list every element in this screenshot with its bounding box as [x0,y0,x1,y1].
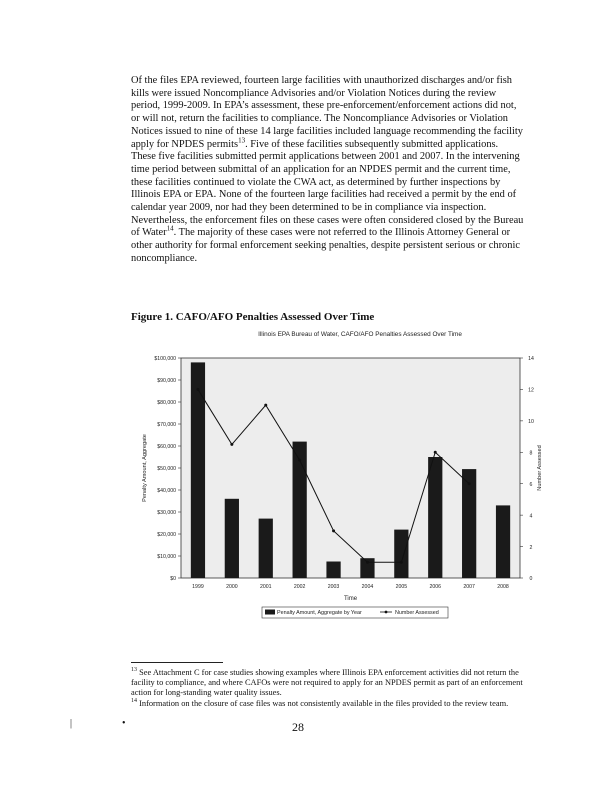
y-tick-label: $60,000 [157,444,176,451]
y2-tick-label: 4 [529,513,533,520]
paragraph-text-3: . The majority of these cases were not referred to the Illinois Attorney General or other authority for formal enforcement seeking penalties, despite persistent serious or chronic noncompliance. [131,227,520,264]
footnote-13-number: 13 [131,667,137,674]
line-point [434,451,437,454]
x-tick-label: 2007 [463,584,475,590]
y-tick-label: $10,000 [157,554,176,561]
bar-1999 [191,362,205,578]
margin-mark-left: | [70,718,73,729]
chart-title: Illinois EPA Bureau of Water, CAFO/AFO Penalties Assessed Over Time [258,331,462,338]
y-tick-label: $20,000 [157,532,176,539]
y-tick-label: $80,000 [157,400,176,407]
bar-2008 [496,505,510,578]
y-tick-label: $50,000 [157,466,176,473]
y-axis-title: Penalty Amount, Aggregate [142,434,148,502]
x-tick-label: 2002 [293,584,306,590]
bar-2001 [259,519,273,578]
y2-tick-label: 12 [528,387,534,394]
line-point [468,482,471,485]
y-tick-label: $30,000 [157,510,176,517]
bar-2002 [293,442,307,578]
margin-mark-bullet: • [122,718,126,729]
y2-tick-label: 2 [529,544,533,551]
x-tick-label: 2004 [361,584,374,590]
bar-2000 [225,499,239,578]
footnote-14-number: 14 [131,698,137,705]
y-tick-label: $0 [170,576,176,583]
y2-tick-label: 14 [528,356,534,363]
footnote-14-text: Information on the closure of case files was not consistently available in the files provided to the review team. [139,699,509,708]
footnote-13-text: See Attachment C for case studies showing examples where Illinois EPA enforcement activities did not return the facility to compliance, and where CAFOs were not required to apply for an NPDES permit as part of an enforcement action for long-standing water quality issues. [131,668,523,697]
x-tick-label: 2005 [395,584,408,590]
bar-2006 [428,457,442,578]
figure-label: Figure 1. CAFO/AFO Penalties Assessed Over Time [131,311,375,323]
x-tick-label: 2001 [259,584,272,590]
line-point [298,459,301,462]
line-point [196,388,199,391]
paragraph-text-1: Of the files EPA reviewed, fourteen large facilities with unauthorized discharges and/or fish kills were issued Noncompliance Advisories and/or Violation Notices during the review period, 1999-2009. In EPA’s assessment, these pre-enforcement/enforcement actions did not, or will not, return the facilities to compliance. The Noncompliance Advisories or Violation Notices issued to nine of these 14 large facilities included language recommending the facility apply for NPDES permits [131,75,523,150]
y2-tick-label: 10 [528,419,534,426]
legend-label-penalty: Penalty Amount, Aggregate by Year [277,610,362,617]
line-point [230,443,233,446]
line-point [332,529,335,532]
y2-tick-label: 6 [529,481,533,488]
footnote-ref-13: 13 [238,136,246,145]
page-number: 28 [292,720,304,734]
legend-swatch-bar [265,610,275,615]
y2-tick-label: 8 [529,450,533,457]
x-tick-label: 2006 [429,584,442,590]
y2-tick-label: 0 [529,576,533,583]
y-tick-label: $90,000 [157,378,176,385]
y-tick-label: $70,000 [157,422,176,429]
footnote-13 [131,668,526,698]
x-tick-label: 2003 [327,584,340,590]
line-point [366,561,369,564]
legend-label-number: Number Assessed [395,610,439,617]
bar-2007 [462,469,476,578]
footnote-rule [131,662,223,663]
x-tick-label: 2008 [497,584,509,590]
paragraph-text-2: . Five of these facilities subsequently submitted applications. These five facilities submitted permit applications between 2001 and 2007. In the intervening time period between submittal of an application for an NPDES permit and the current time, these facilities continued to violate the CWA act, as determined by further inspections by Illinois EPA or EPA. None of the fourteen large facilities had received a permit by the end of calendar year 2009, nor had they been determined to be in compliance via inspection. Nevertheless, the enforcement files on these cases were often considered closed by the Bureau of Water [131,138,524,239]
x-tick-label: 2000 [226,584,238,590]
bar-2005 [394,530,408,578]
line-point [400,561,403,564]
y-tick-label: $100,000 [154,356,176,363]
y-tick-label: $40,000 [157,488,176,495]
y2-axis-title: Number Assessed [537,445,543,491]
bar-2003 [326,562,340,579]
x-axis-title: Time [343,596,358,602]
footnote-ref-14: 14 [166,224,174,233]
line-point [264,404,267,407]
x-tick-label: 1999 [192,584,204,590]
footnote-14 [131,699,526,709]
legend-swatch-point [385,611,388,614]
